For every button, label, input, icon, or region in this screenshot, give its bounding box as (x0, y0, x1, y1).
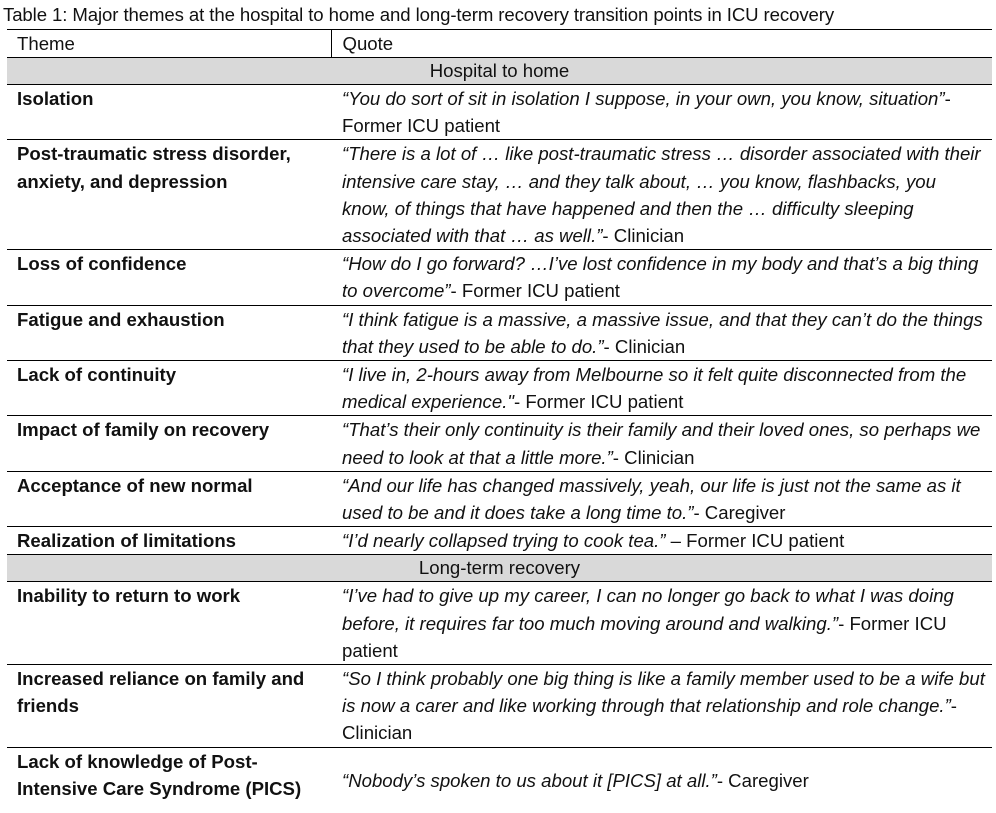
table-row (7, 361, 992, 416)
quote-text: “Nobody’s spoken to us about it [PICS] at all.” (342, 769, 717, 791)
quote-text: “So I think probably one big thing is like a family member used to be a wife but is now a carer and like working through that relationship and role change.” (342, 668, 985, 717)
theme-cell: Loss of confidence (7, 250, 331, 305)
table-row (7, 471, 992, 526)
quote-attribution: - Former ICU patient (342, 612, 947, 661)
quote-attribution: – Former ICU patient (665, 530, 845, 552)
theme-cell: Acceptance of new normal (7, 471, 331, 526)
table-row (7, 747, 992, 813)
quote-cell (331, 305, 992, 360)
quote-text: “I think fatigue is a massive, a massive issue, and that they can’t do the things that they used to be able to do.” (342, 308, 983, 357)
quote-attribution: - Clinician (342, 695, 957, 744)
quote-cell (331, 361, 992, 416)
quote-cell (331, 747, 992, 813)
quote-text: “You do sort of sit in isolation I suppose, in your own, you know, situation” (342, 88, 945, 109)
table-row (7, 250, 992, 305)
theme-cell: Inability to return to work (7, 582, 331, 665)
quote-cell (331, 250, 992, 305)
section-row-long-term-recovery (7, 555, 992, 582)
quote-text: “I’ve had to give up my career, I can no longer go back to what I was doing before, it requires far too much moving around and walking.” (342, 585, 954, 634)
quote-text: “There is a lot of … like post-traumatic stress … disorder associated with their intensive care stay, … and they talk about, … you know, flashbacks, you know, of things that have happened and then the … difficulty sleeping associated with that … as well.” (342, 143, 981, 247)
quote-cell (331, 85, 992, 140)
table-row (7, 527, 992, 555)
quote-attribution: - Former ICU patient (342, 88, 951, 137)
theme-cell: Increased reliance on family and friends (7, 665, 331, 748)
quote-attribution: - Clinician (602, 225, 685, 247)
theme-cell: Isolation (7, 85, 331, 140)
table-row (7, 305, 992, 360)
quote-attribution: - Former ICU patient (450, 280, 620, 302)
quote-text: “And our life has changed massively, yeah, our life is just not the same as it used to be and it does take a long time to.” (342, 474, 961, 524)
quote-text: “I live in, 2-hours away from Melbourne so it felt quite disconnected from the medical experience." (342, 364, 967, 413)
theme-cell: Realization of limitations (7, 527, 331, 555)
table-row (7, 582, 992, 665)
table-header-row (7, 30, 992, 58)
quote-cell (331, 416, 992, 471)
section-title: Long-term recovery (7, 555, 992, 582)
quote-attribution: - Clinician (603, 335, 686, 357)
section-title: Hospital to home (7, 58, 992, 85)
quote-cell (331, 471, 992, 526)
table-row (7, 140, 992, 250)
column-header-quote: Quote (331, 30, 992, 58)
quote-attribution: - Former ICU patient (513, 391, 684, 413)
column-header-theme: Theme (7, 30, 331, 58)
quote-cell (331, 665, 992, 748)
quote-cell (331, 140, 992, 250)
quote-text: “That’s their only continuity is their family and their loved ones, so perhaps we need to look at that a little more.” (342, 419, 981, 468)
section-row-hospital-to-home (7, 58, 992, 85)
table-row (7, 665, 992, 748)
quote-attribution: - Caregiver (693, 502, 786, 524)
quote-cell (331, 527, 992, 555)
quote-text: “I’d nearly collapsed trying to cook tea.” (342, 530, 666, 552)
theme-cell: Impact of family on recovery (7, 416, 331, 471)
themes-table (7, 29, 992, 813)
quote-attribution: - Caregiver (716, 769, 809, 791)
table-caption: Table 1: Major themes at the hospital to home and long-term recovery transition points in ICU recovery (3, 4, 835, 25)
quote-attribution: - Clinician (612, 446, 695, 468)
quote-text: “How do I go forward? …I’ve lost confidence in my body and that’s a big thing to overcome” (342, 253, 979, 302)
table-row (7, 416, 992, 471)
quote-cell (331, 582, 992, 665)
theme-cell: Lack of knowledge of Post-Intensive Care Syndrome (PICS) (7, 747, 331, 813)
theme-cell: Fatigue and exhaustion (7, 305, 331, 360)
theme-cell: Lack of continuity (7, 361, 331, 416)
table-row (7, 85, 992, 140)
theme-cell: Post-traumatic stress disorder, anxiety, and depression (7, 140, 331, 250)
